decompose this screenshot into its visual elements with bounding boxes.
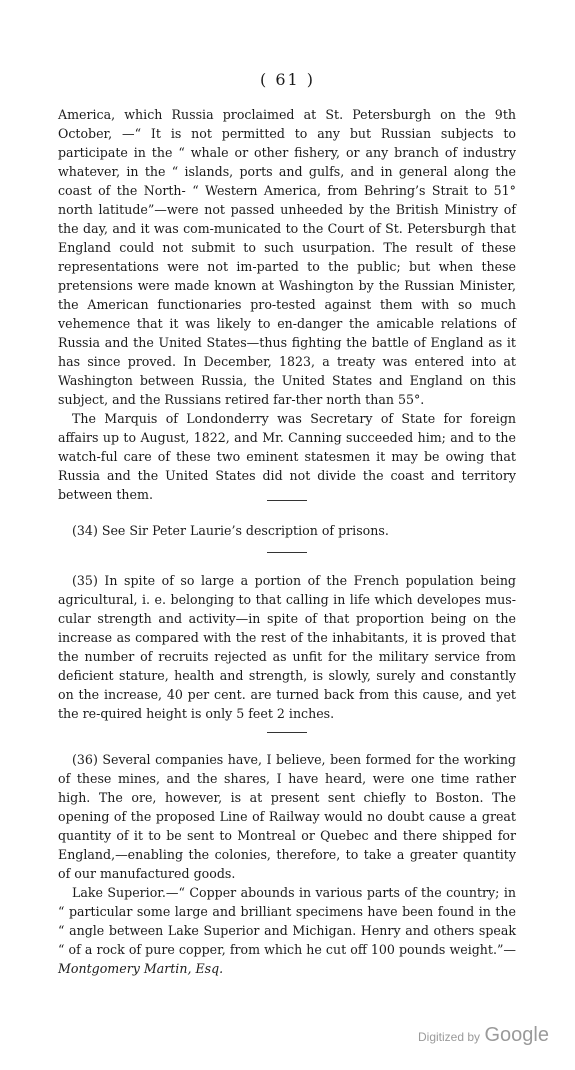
note-33-continuation bbox=[58, 105, 516, 504]
text-line: fighting the battle of England as it has since proved. In December, bbox=[58, 335, 516, 369]
text-line: tested against them with so much vehemence that it was likely to en- bbox=[58, 297, 516, 331]
note-36-paragraph-1 bbox=[58, 750, 516, 883]
text-line: “ particular some large and brilliant specimens have been found in the bbox=[58, 904, 516, 919]
note-33-paragraph-2 bbox=[58, 409, 516, 504]
note-33-paragraph-1 bbox=[58, 105, 516, 409]
text-line: 1823, a treaty was entered into at Washington between Russia, the bbox=[58, 354, 516, 388]
text-line: Lake Superior.—“ Copper abounds in various parts of the country; in bbox=[72, 885, 516, 900]
text-line: goods. bbox=[193, 866, 236, 881]
text-line: agricultural, i. e. belonging to that calling in life which developes mus- bbox=[58, 592, 516, 607]
text-line: Washington by the Russian Minister, the American functionaries pro- bbox=[58, 278, 516, 312]
text-line: the United States did not divide the coast and territory between them. bbox=[58, 468, 516, 502]
text-line: ther north than 55°. bbox=[295, 392, 425, 407]
text-line: “ Western America, from Behring’s Strait to 51° north latitude”—were bbox=[58, 183, 516, 217]
text-line: quired height is only 5 feet 2 inches. bbox=[100, 706, 335, 721]
text-line: parted to the public; but when these pretensions were made known at bbox=[58, 259, 516, 293]
text-line: increase, 40 per cent. are turned back from this cause, and yet the re- bbox=[58, 687, 516, 721]
watermark-prefix: Digitized by bbox=[418, 1030, 481, 1044]
text-line: the proposed Line of Railway would no doubt cause a great quantity of it bbox=[58, 809, 516, 843]
text-line: danger the amicable relations of Russia and the United States—thus bbox=[58, 316, 516, 350]
text-line: cular strength and activity—in spite of that proportion being on the bbox=[58, 611, 516, 626]
text-line: to be sent to Montreal or Quebec and there shipped for England,—enabling bbox=[58, 828, 516, 862]
text-line: (35) In spite of so large a portion of the French population being bbox=[72, 573, 516, 588]
text-line: —“ It is not permitted to any but Russian subjects to participate in the bbox=[58, 126, 516, 160]
section-divider bbox=[267, 500, 307, 501]
text-line: The ore, however, is at present sent chiefly to Boston. The opening of bbox=[58, 790, 516, 824]
text-line: of these mines, and the shares, I have heard, were one time rather high. bbox=[58, 771, 516, 805]
digitized-by-google-watermark bbox=[418, 1024, 549, 1047]
text-line: municated to the Court of St. Petersburgh that England could not submit bbox=[58, 221, 516, 255]
text-line: stature, health and strength, is slowly, surely and constantly on the bbox=[58, 668, 516, 702]
note-35-paragraph bbox=[58, 571, 516, 723]
text-line: ful care of these two eminent statesmen it may be owing that Russia and bbox=[58, 449, 516, 483]
section-divider bbox=[267, 552, 307, 553]
note-36-quote bbox=[58, 883, 516, 978]
text-line: to such usurpation. The result of these representations were not im- bbox=[58, 240, 516, 274]
note-36 bbox=[58, 750, 516, 978]
text-line: number of recruits rejected as unfit for the military service from deficient bbox=[58, 649, 516, 683]
note-34-text: (34) See Sir Peter Laurie’s description of prisons. bbox=[72, 523, 389, 538]
note-35 bbox=[58, 571, 516, 723]
section-divider bbox=[267, 732, 307, 733]
google-logo: Google bbox=[484, 1024, 549, 1046]
text-line: the colonies, therefore, to take a greater quantity of our manufactured bbox=[58, 847, 516, 881]
quote-attribution: Montgomery Martin, Esq. bbox=[58, 961, 224, 976]
text-line: “ whale or other fishery, or any branch of industry whatever, in the bbox=[58, 145, 516, 179]
text-line: America, which Russia proclaimed at St. Petersburgh on the 9th October, bbox=[58, 107, 516, 141]
text-line: United States and England on this subject, and the Russians retired far- bbox=[58, 373, 516, 407]
text-line: “ islands, ports and gulfs, and in general along the coast of the North- bbox=[58, 164, 517, 198]
text-line: “ of a rock of pure copper, from which he cut off 100 pounds weight.”— bbox=[58, 942, 516, 957]
text-line: increase as compared with the rest of the inhabitants, it is proved that the bbox=[58, 630, 516, 664]
page-number: ( 61 ) bbox=[259, 70, 315, 89]
text-line: (36) Several companies have, I believe, been formed for the working bbox=[72, 752, 516, 767]
text-line: The Marquis of Londonderry was Secretary of State for foreign affairs bbox=[58, 411, 516, 445]
text-line: “ angle between Lake Superior and Michigan. Henry and others speak bbox=[58, 923, 516, 938]
note-34 bbox=[58, 521, 516, 540]
text-line: up to August, 1822, and Mr. Canning succeeded him; and to the watch- bbox=[58, 430, 516, 464]
text-line: not passed unheeded by the British Ministry of the day, and it was com- bbox=[58, 202, 516, 236]
